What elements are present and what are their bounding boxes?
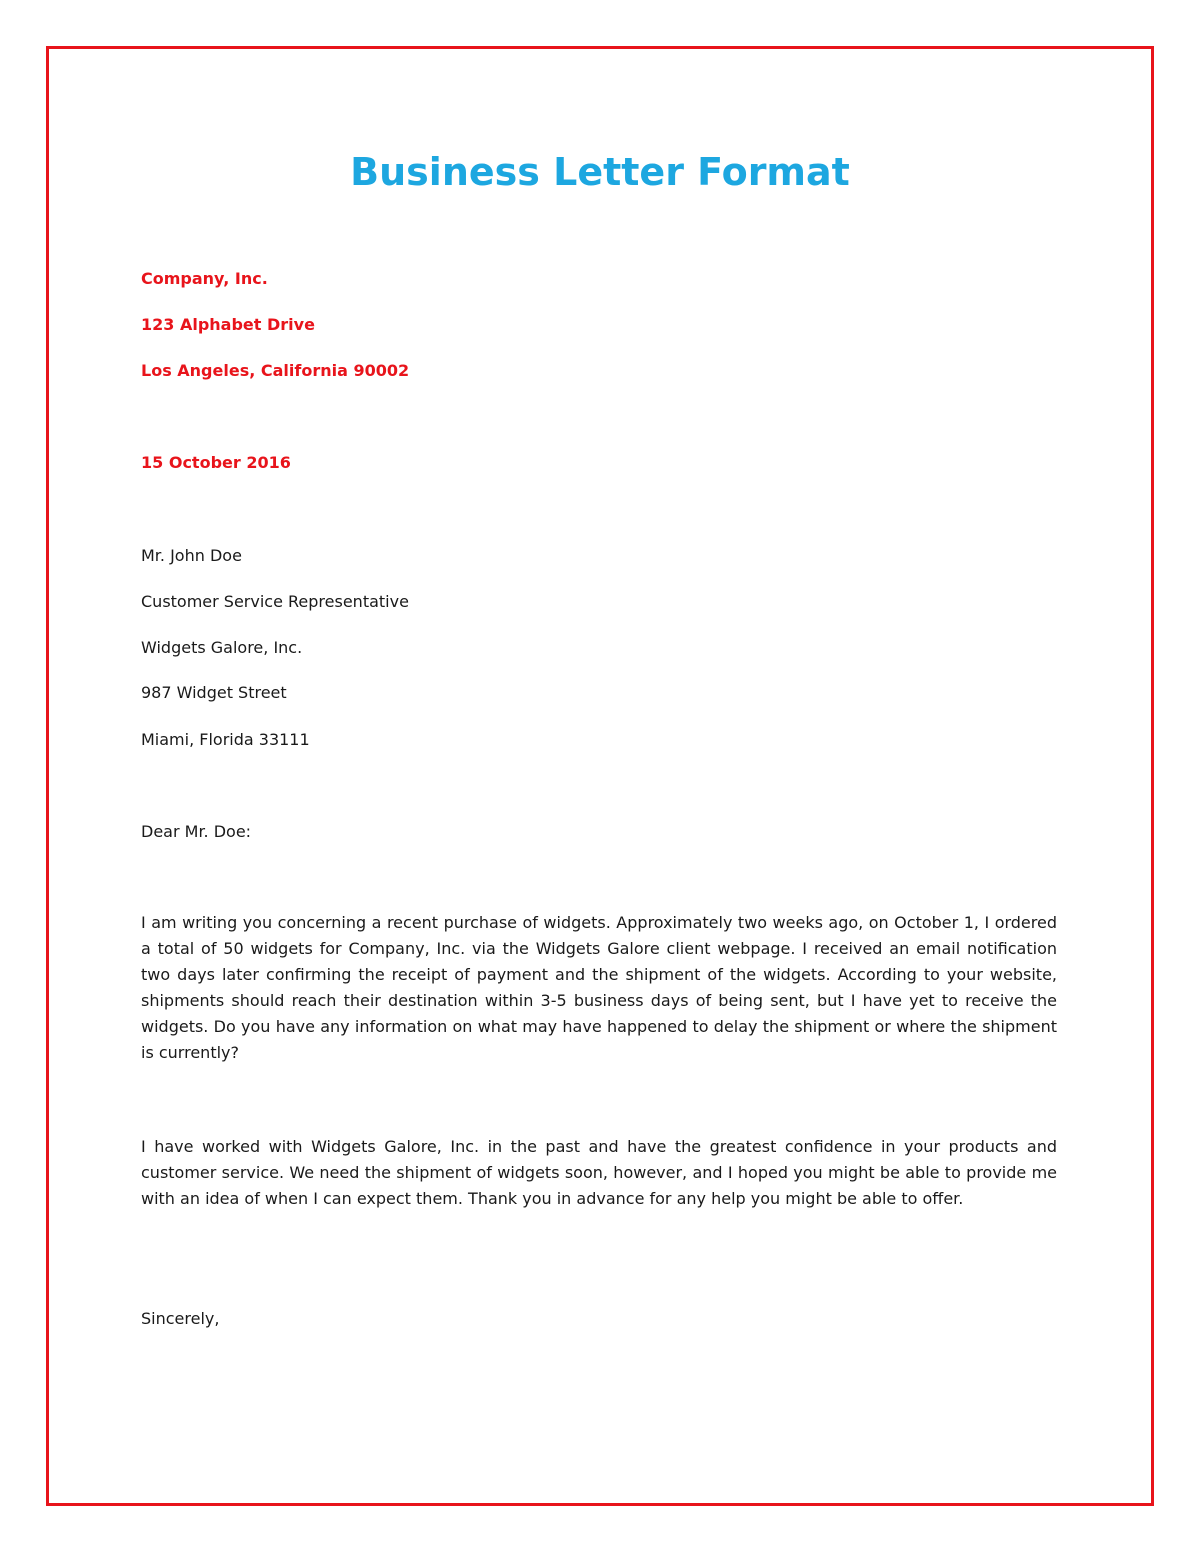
closing: Sincerely, [141, 1309, 220, 1328]
body-paragraph-2: I have worked with Widgets Galore, Inc. in the past and have the greatest confidence in your products and customer service. We need the shipment of widgets soon, however, and I hoped you might be able to provide me with an idea of when I can expect them. Thank you in advance for any help you might be able to offer. [141, 1137, 1057, 1208]
document-title: Business Letter Format [350, 150, 850, 194]
body-paragraph-1: I am writing you concerning a recent purchase of widgets. Approximately two weeks ago, on October 1, I ordered a total of 50 widgets for Company, Inc. via the Widgets Galore client webpage. I received an email notification two days later confirming the receipt of payment and the shipment of the widgets. According to your website, shipments should reach their destination within 3-5 business days of being sent, but I have yet to receive the widgets. Do you have any information on what may have happened to delay the shipment or where the shipment is currently? [141, 913, 1057, 1062]
recipient-street: 987 Widget Street [141, 683, 287, 702]
recipient-company: Widgets Galore, Inc. [141, 638, 303, 657]
recipient-name: Mr. John Doe [141, 546, 242, 565]
salutation: Dear Mr. Doe: [141, 822, 252, 841]
recipient-city-state-zip: Miami, Florida 33111 [141, 730, 310, 749]
recipient-position: Customer Service Representative [141, 592, 409, 611]
page-border [46, 46, 1154, 1506]
sender-city-state-zip: Los Angeles, California 90002 [141, 361, 410, 380]
sender-company: Company, Inc. [141, 269, 268, 288]
sender-street: 123 Alphabet Drive [141, 315, 315, 334]
letter-date: 15 October 2016 [141, 453, 291, 472]
